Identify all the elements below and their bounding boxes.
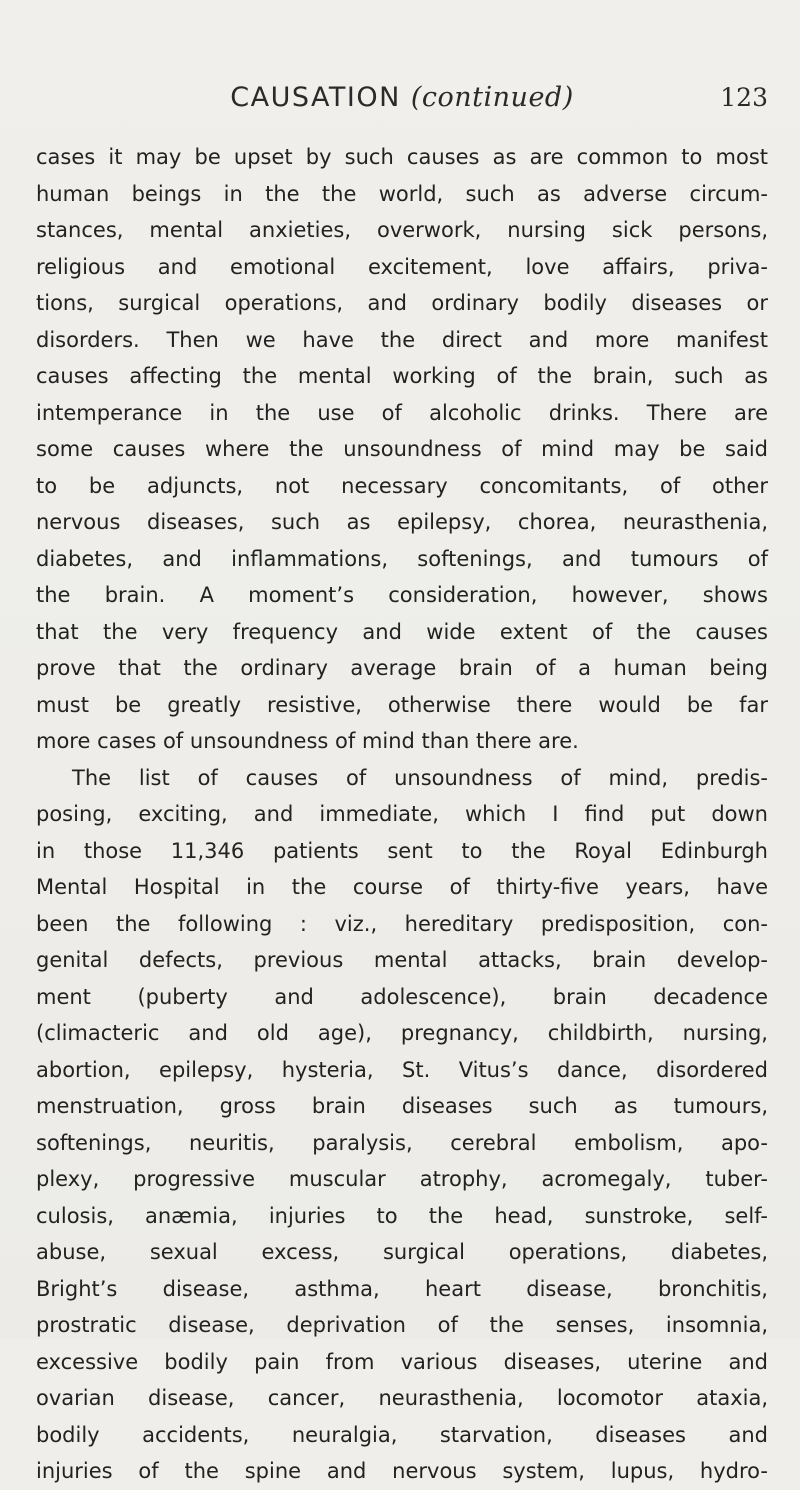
text-line: disorders. Then we have the direct and more manifest <box>36 327 768 352</box>
text-line: ment (puberty and adolescence), brain decadence <box>36 984 768 1009</box>
text-line: causes affecting the mental working of the brain, such as <box>36 364 768 388</box>
text-line: diabetes, and inflammations, softenings, and tumours of <box>36 546 768 571</box>
text-line: abuse, sexual excess, surgical operations, diabetes, <box>36 1240 768 1264</box>
text-line: more cases of unsoundness of mind than there are. <box>36 729 579 753</box>
text-line: nervous diseases, such as epilepsy, chorea, neurasthenia, <box>36 510 768 534</box>
text-line: to be adjuncts, not necessary concomitants, of other <box>36 473 768 498</box>
continued-label: (continued) <box>410 82 574 113</box>
body-text <box>36 139 768 1490</box>
page-title <box>36 78 768 118</box>
text-line: stances, mental anxieties, overwork, nursing sick persons, <box>36 218 768 242</box>
text-line: culosis, anæmia, injuries to the head, sunstroke, self- <box>36 1203 768 1228</box>
text-line: that the very frequency and wide extent of the causes <box>36 619 768 644</box>
text-line: Bright’s disease, asthma, heart disease, bronchitis, <box>36 1276 768 1301</box>
text-line: excessive bodily pain from various diseases, uterine and <box>36 1349 768 1374</box>
text-line: ovarian disease, cancer, neurasthenia, locomotor ataxia, <box>36 1386 768 1410</box>
text-line: prove that the ordinary average brain of a human being <box>36 656 768 680</box>
text-line: some causes where the unsoundness of mind may be said <box>36 437 768 461</box>
text-line: softenings, neuritis, paralysis, cerebral embolism, apo- <box>36 1130 768 1155</box>
chapter-title: CAUSATION <box>230 82 401 113</box>
text-line: posing, exciting, and immediate, which I find put down <box>36 802 768 826</box>
text-line: The list of causes of unsoundness of mind, predis- <box>72 765 768 790</box>
page-number: 123 <box>720 83 768 112</box>
text-line: prostratic disease, deprivation of the senses, insomnia, <box>36 1313 768 1337</box>
text-line: bodily accidents, neuralgia, starvation, diseases and <box>36 1422 768 1447</box>
text-line: menstruation, gross brain diseases such as tumours, <box>36 1094 768 1118</box>
text-line: Mental Hospital in the course of thirty-five years, have <box>36 875 768 899</box>
text-line: must be greatly resistive, otherwise there would be far <box>36 692 768 717</box>
text-line: (climacteric and old age), pregnancy, childbirth, nursing, <box>36 1021 768 1045</box>
text-line: the brain. A moment’s consideration, however, shows <box>36 583 768 607</box>
text-line: genital defects, previous mental attacks, brain develop- <box>36 948 768 972</box>
text-line: cases it may be upset by such causes as are common to most <box>36 145 768 169</box>
text-line: abortion, epilepsy, hysteria, St. Vitus’s dance, disordered <box>36 1057 768 1082</box>
running-head <box>36 78 768 118</box>
text-line: in those 11,346 patients sent to the Royal Edinburgh <box>36 838 768 863</box>
text-line: been the following : viz., hereditary predisposition, con- <box>36 911 768 936</box>
text-line: injuries of the spine and nervous system, lupus, hydro- <box>36 1459 768 1483</box>
text-line: human beings in the the world, such as adverse circum- <box>36 181 768 206</box>
text-line: intemperance in the use of alcoholic drinks. There are <box>36 400 768 425</box>
text-line: plexy, progressive muscular atrophy, acromegaly, tuber- <box>36 1167 768 1191</box>
text-line: religious and emotional excitement, love affairs, priva- <box>36 254 768 279</box>
text-line: tions, surgical operations, and ordinary bodily diseases or <box>36 291 768 315</box>
